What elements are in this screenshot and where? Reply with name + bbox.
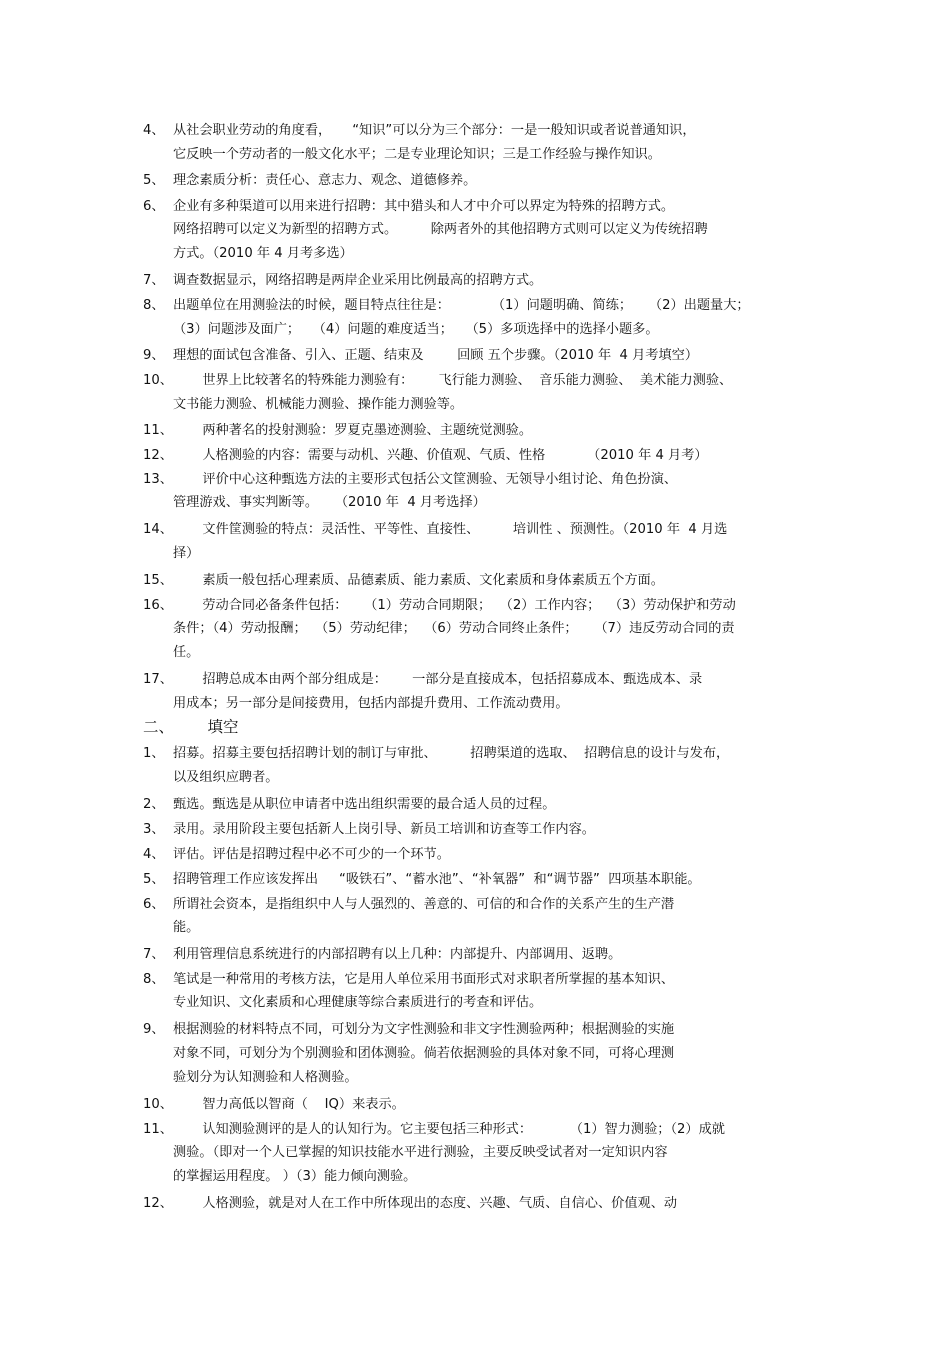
item-number: 15、 — [143, 573, 173, 588]
text-line: 的掌握运用程度。 ）（3）能力倾向测验。 — [173, 1169, 417, 1184]
text-line: 世界上比较著名的特殊能力测验有： 飞行能力测验、 音乐能力测验、 美术能力测验、 — [173, 373, 733, 388]
text-line: 招募。招募主要包括招聘计划的制订与审批、 招聘渠道的选取、 招聘信息的设计与发布， — [173, 746, 730, 761]
text-line: 劳动合同必备条件包括： （1）劳动合同期限； （2）工作内容； （3）劳动保护和劳动 — [173, 598, 736, 613]
text-line: 评价中心这种甄选方法的主要形式包括公文筐测验、无领导小组讨论、角色扮演、 — [173, 472, 678, 487]
text-line: 验划分为认知测验和人格测验。 — [173, 1070, 358, 1085]
text-line: （3）问题涉及面广； （4）问题的难度适当； （5）多项选择中的选择小题多。 — [173, 322, 659, 337]
text-line: 人格测验的内容：需要与动机、兴趣、价值观、气质、性格 （2010 年 4 月考） — [173, 448, 708, 463]
item-number: 5、 — [143, 872, 165, 887]
text-line: 调查数据显示，网络招聘是两岸企业采用比例最高的招聘方式。 — [173, 273, 543, 288]
text-line: 智力高低以智商（ IQ）来表示。 — [173, 1097, 405, 1112]
text-line: 所谓社会资本，是指组织中人与人强烈的、善意的、可信的和合作的关系产生的生产潜 — [173, 897, 675, 912]
text-line: 录用。录用阶段主要包括新人上岗引导、新员工培训和访查等工作内容。 — [173, 822, 595, 837]
item-number: 3、 — [143, 822, 165, 837]
item-number: 二、 — [143, 718, 175, 736]
item-number: 1、 — [143, 746, 165, 761]
text-line: 招聘管理工作应该发挥出 “吸铁石”、“蓄水池”、“补氧器” 和“调节器” 四项基本职能。 — [173, 872, 701, 887]
text-line: 填空 — [173, 718, 239, 736]
item-number: 8、 — [143, 972, 165, 987]
text-line: 任。 — [173, 645, 200, 660]
text-line: 它反映一个劳动者的一般文化水平；二是专业理论知识；三是工作经验与操作知识。 — [173, 147, 661, 162]
item-number: 14、 — [143, 522, 173, 537]
item-number: 8、 — [143, 298, 165, 313]
text-line: 网络招聘可以定义为新型的招聘方式。 除两者外的其他招聘方式则可以定义为传统招聘 — [173, 222, 708, 237]
text-line: 评估。评估是招聘过程中必不可少的一个环节。 — [173, 847, 450, 862]
text-line: 甄选。甄选是从职位申请者中选出组织需要的最合适人员的过程。 — [173, 797, 556, 812]
item-number: 16、 — [143, 598, 173, 613]
item-number: 7、 — [143, 947, 165, 962]
text-line: 理念素质分析：责任心、意志力、观念、道德修养。 — [173, 173, 477, 188]
item-number: 12、 — [143, 1196, 173, 1211]
text-line: 招聘总成本由两个部分组成是： 一部分是直接成本，包括招募成本、甄选成本、录 — [173, 672, 703, 687]
text-line: 择） — [173, 546, 200, 561]
text-line: 出题单位在用测验法的时候，题目特点往往是： （1）问题明确、简练； （2）出题量大； — [173, 298, 750, 313]
item-number: 11、 — [143, 423, 173, 438]
text-line: 文书能力测验、机械能力测验、操作能力测验等。 — [173, 397, 464, 412]
item-number: 6、 — [143, 199, 165, 214]
item-number: 5、 — [143, 173, 165, 188]
text-line: 理想的面试包含准备、引入、正题、结束及 回顾 五个步骤。（2010 年 4 月考填空） — [173, 348, 699, 363]
item-number: 10、 — [143, 1097, 173, 1112]
text-line: 用成本；另一部分是间接费用，包括内部提升费用、工作流动费用。 — [173, 696, 569, 711]
text-line: 管理游戏、事实判断等。 （2010 年 4 月考选择） — [173, 495, 486, 510]
item-number: 9、 — [143, 348, 165, 363]
text-line: 能。 — [173, 920, 200, 935]
item-number: 4、 — [143, 847, 165, 862]
text-line: 人格测验，就是对人在工作中所体现出的态度、兴趣、气质、自信心、价值观、动 — [173, 1196, 678, 1211]
text-line: 以及组织应聘者。 — [173, 770, 279, 785]
text-line: 测验。（即对一个人已掌握的知识技能水平进行测验，主要反映受试者对一定知识内容 — [173, 1145, 668, 1160]
text-line: 文件筐测验的特点：灵活性、平等性、直接性、 培训性 、预测性。（2010 年 4 月选 — [173, 522, 728, 537]
text-line: 企业有多种渠道可以用来进行招聘：其中猎头和人才中介可以界定为特殊的招聘方式。 — [173, 199, 675, 214]
text-line: 素质一般包括心理素质、品德素质、能力素质、文化素质和身体素质五个方面。 — [173, 573, 664, 588]
text-line: 对象不同，可划分为个别测验和团体测验。倘若依据测验的具体对象不同，可将心理测 — [173, 1046, 675, 1061]
item-number: 7、 — [143, 273, 165, 288]
text-line: 条件；（4）劳动报酬； （5）劳动纪律； （6）劳动合同终止条件； （7）违反劳动合同的责 — [173, 621, 735, 636]
text-line: 根据测验的材料特点不同，可划分为文字性测验和非文字性测验两种；根据测验的实施 — [173, 1022, 675, 1037]
text-line: 利用管理信息系统进行的内部招聘有以上几种：内部提升、内部调用、返聘。 — [173, 947, 622, 962]
item-number: 11、 — [143, 1122, 173, 1137]
item-number: 13、 — [143, 472, 173, 487]
text-line: 笔试是一种常用的考核方法，它是用人单位采用书面形式对求职者所掌握的基本知识、 — [173, 972, 675, 987]
text-line: 从社会职业劳动的角度看， “知识”可以分为三个部分：一是一般知识或者说普通知识， — [173, 123, 696, 138]
item-number: 12、 — [143, 448, 173, 463]
text-line: 两种著名的投射测验：罗夏克墨迹测验、主题统觉测验。 — [173, 423, 533, 438]
text-line: 专业知识、文化素质和心理健康等综合素质进行的考查和评估。 — [173, 995, 543, 1010]
item-number: 9、 — [143, 1022, 165, 1037]
item-number: 6、 — [143, 897, 165, 912]
item-number: 4、 — [143, 123, 165, 138]
item-number: 17、 — [143, 672, 173, 687]
text-line: 方式。（2010 年 4 月考多选） — [173, 246, 353, 261]
text-line: 认知测验测评的是人的认知行为。它主要包括三种形式： （1）智力测验；（2）成就 — [173, 1122, 725, 1137]
item-number: 2、 — [143, 797, 165, 812]
item-number: 10、 — [143, 373, 173, 388]
